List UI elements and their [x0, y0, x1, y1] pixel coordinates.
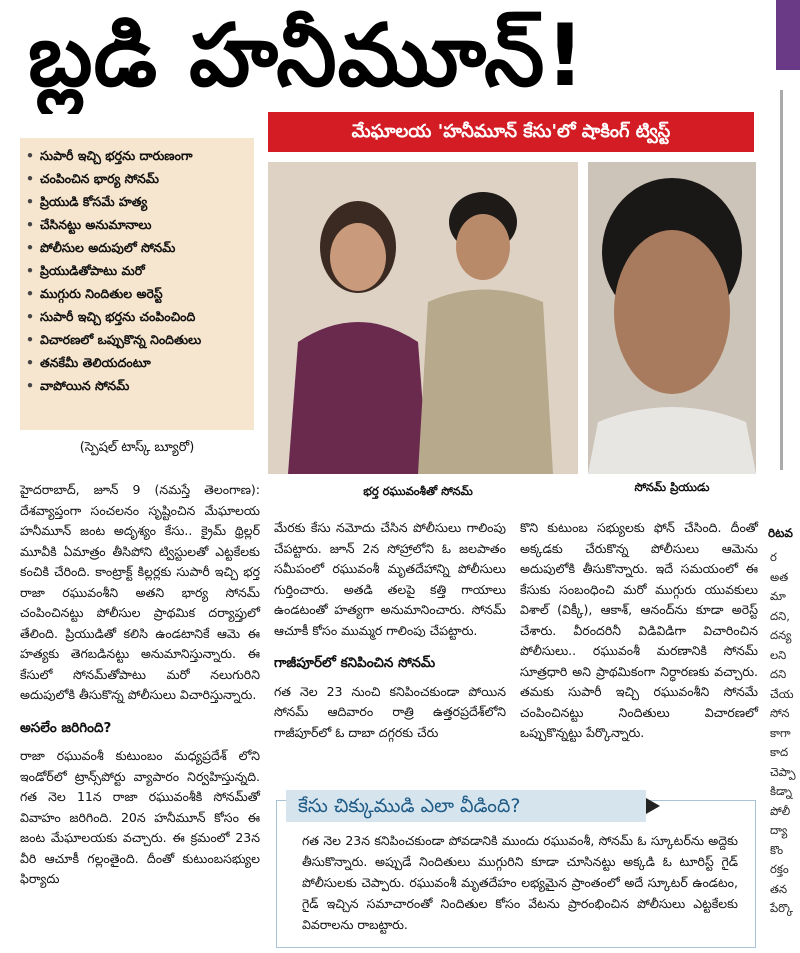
info-box-heading: కేసు చిక్కుముడి ఎలా వీడింది?: [286, 790, 646, 822]
couple-photo: [268, 162, 578, 474]
right-col-line: పేర్కొ: [770, 901, 793, 915]
bullet-item: • సుపారీ ఇచ్చి భర్తను చంపించింది: [26, 305, 248, 328]
right-col-line: ద్యా: [770, 823, 788, 837]
right-col-line: సోన: [770, 706, 790, 720]
right-col-line: రక్తం: [770, 862, 789, 876]
column-1: [20, 480, 260, 890]
right-col-line: మా: [770, 589, 786, 603]
right-col-line: ర: [770, 550, 777, 564]
col2-subheading: గాజీపూర్‌లో కనిపించిన సోనమ్: [274, 655, 436, 671]
right-col-line: దన్య: [770, 628, 792, 642]
bullet-item: • చేసినట్టు అనుమానాలు: [26, 213, 248, 236]
bullet-item: • చంపించిన భార్య సోనమ్: [26, 167, 248, 190]
right-col-line: లని: [770, 647, 787, 662]
bullet-list: [20, 138, 254, 397]
right-col-line: చెప్పా: [770, 764, 796, 779]
right-col-line: అత: [770, 569, 789, 584]
col1-paragraph-2: రాజా రఘువంశీ కుటుంబం మధ్యప్రదేశ్ లోని ఇండోర్‌లో ట్రాన్స్‌పోర్టు వ్యాపారం నిర్వహిస్తున్నది. గత నెల 11న రాజా రఘువంశీకి సోనమ్‌తో వివాహం జరిగింది. 20న హనీమూన్ కోసం ఈ జంట మేఘాలయకు వచ్చారు. ఈ క్రమంలో 23న వీరి ఆచూకీ గల్లంతైంది. దీంతో కుటుంబసభ్యుల ఫిర్యాదు: [20, 748, 260, 886]
right-col-line: కొం: [770, 842, 784, 857]
suspect-photo: [588, 162, 756, 474]
right-col-line: చేయ: [770, 686, 794, 701]
right-col-line: తన: [770, 881, 788, 896]
suspect-photo-art: [588, 162, 756, 474]
bullet-item: • వాపోయిన సోనమ్: [26, 374, 248, 397]
right-col-line: దని: [770, 667, 787, 681]
right-col-line: పోలీ: [770, 803, 791, 818]
right-col-line: కాద: [770, 745, 789, 759]
caption-couple: భర్త రఘువంశీతో సోనమ్: [363, 484, 473, 498]
col1-paragraph: హైదరాబాద్, జూన్ 9 (నమస్తే తెలంగాణ): దేశవ్యాప్తంగా సంచలనం సృష్టించిన మేఘాలయ హనీమూన్ జంట అదృశ్యం కేసు.. క్రైమ్ థ్రిల్లర్ మూవీకి ఏమాత్రం తీసిపోని ట్విస్టులతో ఎట్టకేలకు కంచికి చేరింది. కాంట్రాక్ట్ కిల్లర్లకు సుపారీ ఇచ్చి భర్త రాజా రఘువంశీని అతని భార్య సోనమ్ చంపించినట్టు పోలీసుల ప్రాథమిక దర్యాప్తులో తేలింది. ప్రియుడితో కలిసి ఉండటానికే ఆమె ఈ హత్యకు తెగబడినట్టు అనుమానిస్తున్నారు. ఈ కేసులో సోనమ్‌తోపాటు మరో నలుగురిని అదుపులోకి తీసుకొన్న పోలీసులు విచారిస్తున్నారు.: [20, 482, 260, 702]
bullet-item: • పోలీసుల అదుపులో సోనమ్: [26, 236, 248, 259]
bullet-item: • ప్రియుడి కోసమే హత్య: [26, 190, 248, 213]
bullet-item: • తనకేమీ తెలియదంటూ: [26, 351, 248, 374]
info-box-text: గత నెల 23న కనిపించకుండా పోవడానికి ముందు రఘువంశీ, సోనమ్ ఓ స్కూటర్‌ను అద్దెకు తీసుకొన్నారు. అప్పుడే నిందితులు ముగ్గురిని కూడా చూసినట్టు అక్కడి ఓ టూరిస్ట్ గైడ్ పోలీసులకు చెప్పారు. రఘువంశీ మృతదేహం లభ్యమైన ప్రాంతంలో అదే స్కూటర్ ఉండటం, గైడ్ ఇచ్చిన సమాచారంతో నిందితుల కోసం వేటను ప్రారంభించిన పోలీసులు ఎట్టకేలకు వివరాలను రాబట్టారు.: [302, 833, 738, 932]
right-col-text: [770, 548, 796, 919]
right-col-line: కిడ్నా: [770, 784, 792, 798]
col3-paragraph: కొని కుటుంబ సభ్యులకు ఫోన్ చేసింది. దీంతో అక్కడకు చేరుకొన్న పోలీసులు ఆమెను అదుపులోకి తీసుకొన్నారు. ఇదే సమయంలో ఈ కేసుకు సంబంధించి మరో ముగ్గురు యువకులు విశాల్ (విక్కీ), ఆకాశ్, ఆనంద్‌ను కూడా అరెస్ట్ చేశారు. వీరందరినీ విడివిడిగా విచారించిన పోలీసులు.. రఘువంశీ మరణానికి సోనమ్ సూత్రధారి అని ప్రాథమికంగా నిర్ధారణకు వచ్చారు. తమకు సుపారీ ఇచ్చి రఘువంశీని సోనమే చంపించినట్టు నిందితులు విచారణలో ఒప్పుకొన్నట్టు పేర్కొన్నారు.: [520, 520, 758, 740]
col2-paragraph-2: గత నెల 23 నుంచి కనిపించకుండా పోయిన సోనమ్ ఆదివారం రాత్రి ఉత్తరప్రదేశ్‌లోని గాజీపూర్‌లో ఓ దాబా దగ్గరకు చేరు: [274, 683, 506, 740]
right-col-line: కాగా: [770, 725, 791, 740]
bullet-item: • ముగ్గురు నిందితుల అరెస్ట్: [26, 282, 248, 305]
col1-subheading: అసలేం జరిగింది?: [20, 719, 112, 736]
column-2: [274, 518, 506, 743]
byline: (స్పెషల్ టాస్క్ బ్యూరో): [79, 440, 195, 455]
bullet-item: • ప్రియుడితోపాటు మరో: [26, 259, 248, 282]
bullet-box: [20, 138, 254, 430]
col2-paragraph: మేరకు కేసు నమోదు చేసిన పోలీసులు గాలింపు చేపట్టారు. జూన్ 2న సోహ్రాలోని ఓ జలపాతం సమీపంలో రఘువంశీ మృతదేహాన్ని పోలీసులు గుర్తించారు. అతడి తలపై కత్తి గాయాలు ఉండటంతో హత్యగా అనుమానించారు. సోనమ్ ఆచూకీ కోసం ముమ్మర గాలింపు చేపట్టారు.: [274, 520, 506, 638]
column-3: [520, 518, 758, 744]
right-edge-column: [766, 0, 800, 953]
caption-suspect: సోనమ్ ప్రియుడు: [634, 480, 710, 494]
divider: [780, 90, 783, 470]
couple-photo-art: [268, 162, 578, 474]
headline: బ్లడి హనీమూన్!: [28, 6, 586, 106]
right-col-heading: రిటవ: [768, 526, 793, 540]
red-banner: మేఘాలయ 'హనీమూన్ కేసు'లో షాకింగ్ ట్విస్ట్: [268, 112, 754, 152]
right-col-line: దని,: [770, 608, 790, 623]
arrow-icon: [646, 798, 660, 814]
bullet-item: • సుపారీ ఇచ్చి భర్తను దారుణంగా: [26, 144, 248, 167]
bullet-item: • విచారణలో ఒప్పుకొన్న నిందితులు: [26, 328, 248, 351]
